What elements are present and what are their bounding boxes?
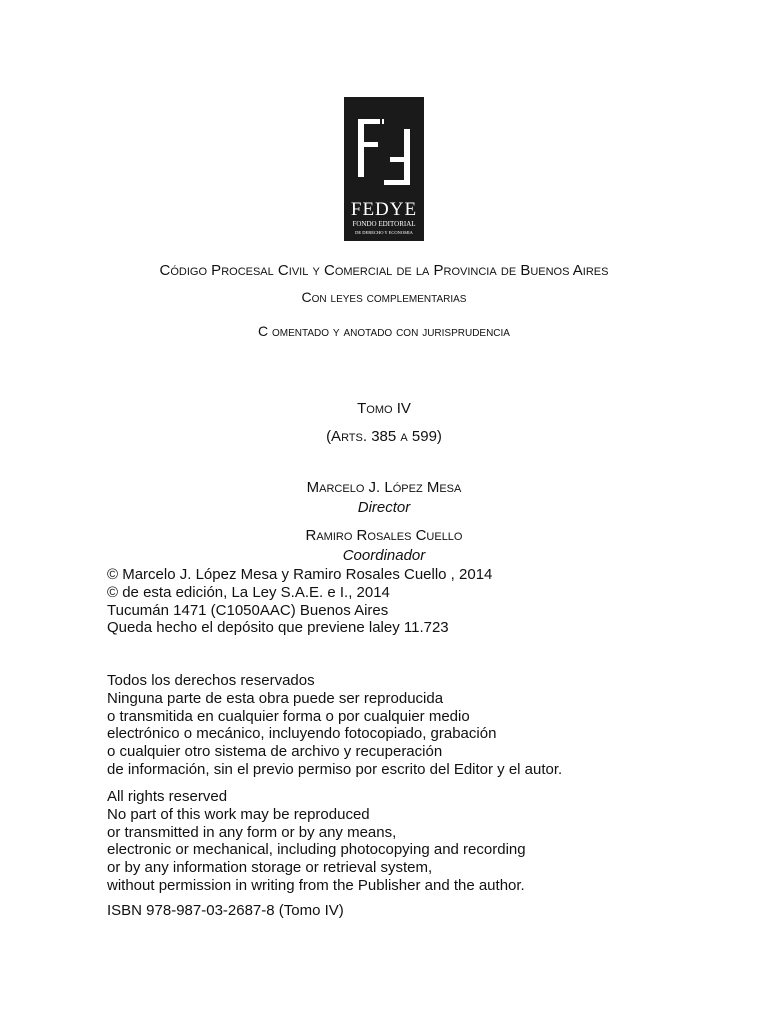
- coordinator-name: Ramiro Rosales Cuello: [305, 527, 463, 544]
- rights-en-line: electronic or mechanical, including photocopying and recording: [107, 841, 526, 859]
- rights-es-line: o transmitida en cualquier forma o por cualquier medio: [107, 707, 470, 725]
- director-role: Director: [357, 499, 411, 516]
- rights-notice-en: [107, 788, 526, 895]
- rights-es-line: Ninguna parte de esta obra puede ser reproducida: [107, 689, 444, 707]
- logo-subtitle-1: FONDO EDITORIAL: [352, 220, 416, 228]
- fedye-logo-icon: [344, 97, 424, 241]
- director-name: Marcelo J. López Mesa: [306, 479, 462, 496]
- coordinator-role: Coordinador: [342, 547, 426, 564]
- rights-en-line: or transmitted in any form or by any means,: [107, 823, 397, 841]
- copyright-line: © Marcelo J. López Mesa y Ramiro Rosales Cuello , 2014: [107, 566, 493, 583]
- article-range: (Arts. 385 a 599): [326, 428, 442, 445]
- rights-en-line: No part of this work may be reproduced: [107, 805, 370, 823]
- logo-subtitle-2: DE DERECHO Y ECONOMIA: [355, 230, 413, 235]
- book-title-line-2: Con leyes complementarias: [301, 289, 467, 305]
- copyright-line: Tucumán 1471 (C1050AAC) Buenos Aires: [107, 601, 389, 619]
- book-title-line-3: C omentado y anotado con jurisprudencia: [258, 323, 510, 339]
- rights-es-line: Todos los derechos reservados: [107, 672, 315, 689]
- publisher-logo: [344, 97, 424, 241]
- book-title-line-1: Código Procesal Civil y Comercial de la Provincia de Buenos Aires: [159, 262, 609, 279]
- rights-en-line: All rights reserved: [107, 788, 228, 805]
- rights-es-line: de información, sin el previo permiso por escrito del Editor y el autor.: [107, 760, 563, 778]
- copyright-block: [107, 566, 492, 637]
- rights-es-line: electrónico o mecánico, incluyendo fotocopiado, grabación: [107, 725, 497, 743]
- rights-es-line: o cualquier otro sistema de archivo y recuperación: [107, 743, 443, 761]
- isbn: [107, 902, 344, 920]
- rights-en-line: without permission in writing from the Publisher and the author.: [107, 876, 525, 894]
- rights-en-line: or by any information storage or retrieval system,: [107, 859, 433, 877]
- copyright-line: Queda hecho el depósito que previene laley 11.723: [107, 619, 449, 637]
- volume-number: Tomo IV: [357, 400, 411, 417]
- copyright-line: © de esta edición, La Ley S.A.E. e I., 2014: [107, 583, 390, 601]
- isbn-text: ISBN 978-987-03-2687-8 (Tomo IV): [107, 902, 344, 919]
- logo-wordmark: FEDYE: [350, 199, 418, 220]
- rights-notice-es: [107, 672, 562, 779]
